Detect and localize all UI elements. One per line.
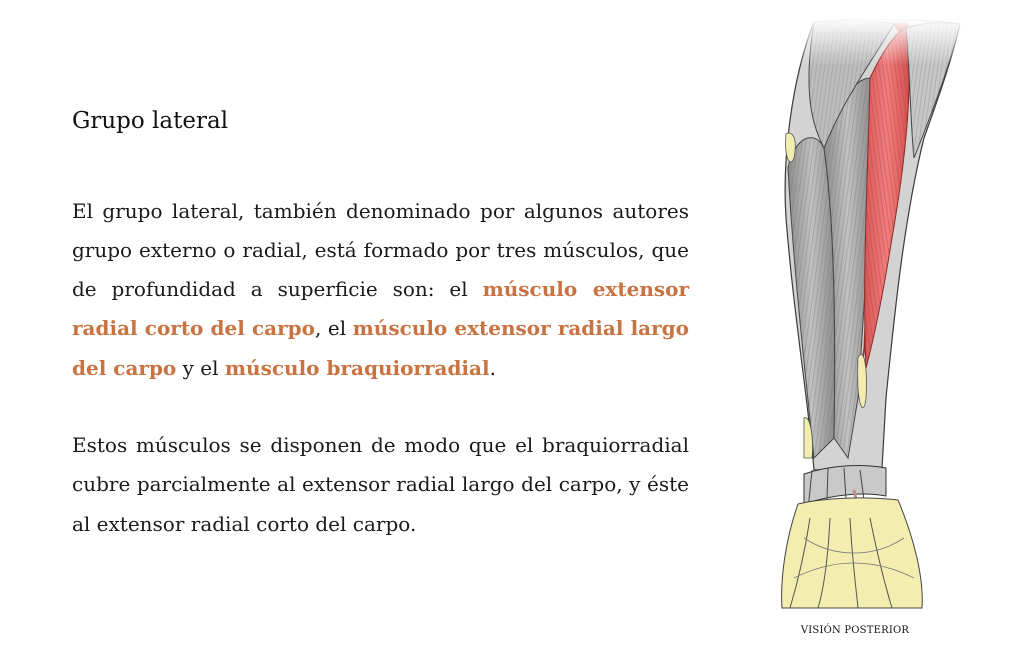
forearm-illustration [774, 18, 970, 610]
link-braquiorradial[interactable]: músculo braquiorradial [224, 355, 490, 380]
paragraph-text: y el [176, 355, 225, 380]
paragraph-text: . [489, 355, 496, 380]
link-extensor-radial-corto[interactable]: músculo extensor radial corto del carpo [72, 277, 689, 341]
paragraph-text: El grupo lateral, también denominado por algunos autores grupo externo o radial, está formado por tres músculos, que de profundidad a superficie son: el [72, 198, 689, 302]
paragraph-muscle-composition [72, 192, 689, 388]
paragraph-muscle-arrangement: Estos músculos se disponen de modo que el braquiorradial cubre parcialmente al extensor radial largo del carpo, y éste al extensor radial corto del carpo. [72, 433, 689, 536]
figure-caption: VISIÓN POSTERIOR [800, 625, 910, 636]
paragraph-text: , el [314, 316, 353, 341]
section-heading: Grupo lateral [72, 108, 229, 134]
text-column [72, 108, 689, 544]
link-extensor-radial-largo[interactable]: músculo extensor radial largo del carpo [72, 316, 689, 380]
